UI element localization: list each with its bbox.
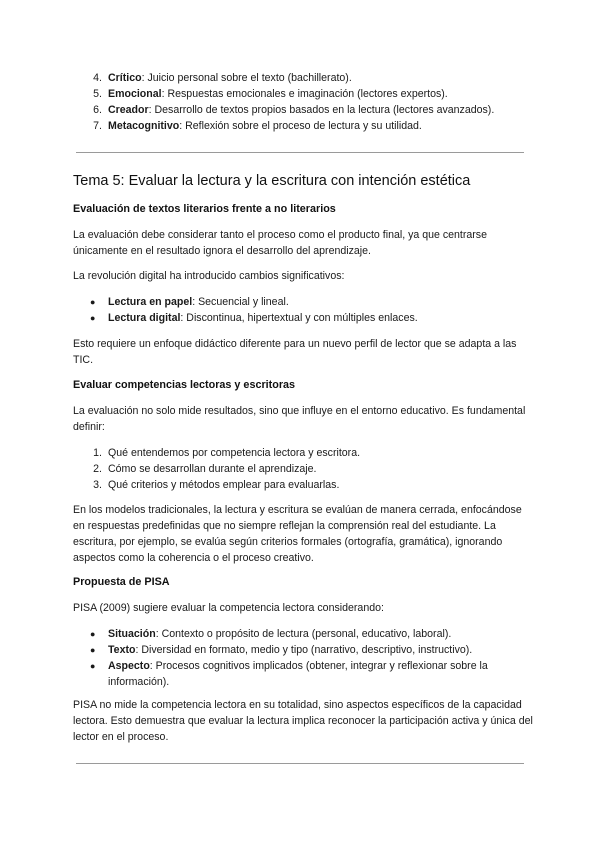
list-item-text: Qué criterios y métodos emplear para evaluarlas. (108, 479, 340, 491)
paragraph: La evaluación no solo mide resultados, sino que influye en el entorno educativo. Es fundamental definir: (73, 405, 526, 433)
paragraph: PISA (2009) sugiere evaluar la competencia lectora considerando: (73, 602, 384, 614)
list-item: 5. Emocional: Respuestas emocionales e imaginación (lectores expertos). (93, 88, 448, 100)
list-item: 1. Qué entendemos por competencia lectora y escritora. (93, 447, 361, 459)
paragraph: La revolución digital ha introducido cambios significativos: (73, 270, 345, 282)
list-item-text: : Procesos cognitivos implicados (obtener, integrar y reflexionar sobre la información). (108, 660, 488, 688)
bullet-icon: ● (90, 645, 96, 655)
subheading-propuesta-pisa: Propuesta de PISA (73, 576, 170, 588)
bullet-icon: ● (90, 297, 96, 307)
list-item-text: : Discontinua, hipertextual y con múltiples enlaces. (180, 312, 418, 324)
paragraph: PISA no mide la competencia lectora en su totalidad, sino aspectos específicos de la capacidad lectora. Esto demuestra que evaluar la lectura implica reconocer la participación activa y única del lector en el proceso. (73, 699, 533, 743)
list-item: 7. Metacognitivo: Reflexión sobre el proceso de lectura y su utilidad. (93, 120, 422, 132)
horizontal-divider (76, 763, 524, 764)
list-item-text: Qué entendemos por competencia lectora y escritora. (108, 447, 361, 459)
list-definitions (88, 445, 528, 493)
bullet-icon: ● (90, 661, 96, 671)
list-item-text: Cómo se desarrollan durante el aprendizaje. (108, 463, 317, 475)
list-item (88, 642, 528, 658)
list-reading-levels (88, 70, 528, 134)
bullet-icon: ● (90, 313, 96, 323)
list-item-text: : Secuencial y lineal. (192, 296, 289, 308)
list-item-term: Situación (108, 628, 156, 640)
subheading-evaluar-competencias: Evaluar competencias lectoras y escritoras (73, 379, 296, 391)
paragraph: Esto requiere un enfoque didáctico diferente para un nuevo perfil de lector que se adapta a las TIC. (73, 338, 517, 366)
list-item (88, 658, 528, 690)
list-item: 4. Crítico: Juicio personal sobre el texto (bachillerato). (93, 72, 352, 84)
list-item-text: : Contexto o propósito de lectura (personal, educativo, laboral). (155, 628, 452, 640)
list-item-text: : Respuestas emocionales e imaginación (lectores expertos). (161, 88, 448, 100)
list-item-term: Creador (108, 104, 149, 116)
list-item-term: Emocional (108, 88, 162, 100)
paragraph: En los modelos tradicionales, la lectura y escritura se evalúan de manera cerrada, enfocándose en respuestas predefinidas que no siempre reflejan la comprensión real del estudiante. La escritura, por ejemplo, se evalúa según criterios formales (ortografía, gramática), ignorando aspectos como la coherencia o el proceso creativo. (73, 504, 522, 564)
list-item-term: Aspecto (108, 660, 150, 672)
list-item-text: : Juicio personal sobre el texto (bachillerato). (141, 72, 352, 84)
section-title: Tema 5: Evaluar la lectura y la escritura con intención estética (73, 173, 471, 189)
list-item-term: Lectura en papel (108, 296, 193, 308)
list-item-text: : Reflexión sobre el proceso de lectura y su utilidad. (179, 120, 422, 132)
list-item-term: Crítico (108, 72, 142, 84)
list-item: 6. Creador: Desarrollo de textos propios basados en la lectura (lectores avanzados). (93, 104, 495, 116)
list-item-term: Lectura digital (108, 312, 181, 324)
subheading-evaluacion-textos: Evaluación de textos literarios frente a no literarios (73, 203, 336, 215)
list-item-term: Texto (108, 644, 136, 656)
list-item: 2. Cómo se desarrollan durante el aprendizaje. (93, 463, 317, 475)
list-item (88, 626, 528, 642)
list-reading-types (88, 294, 528, 326)
horizontal-divider (76, 152, 524, 153)
paragraph: La evaluación debe considerar tanto el proceso como el producto final, ya que centrarse únicamente en el resultado ignora el desarrollo del aprendizaje. (73, 229, 487, 257)
list-item: 3. Qué criterios y métodos emplear para evaluarlas. (93, 479, 340, 491)
list-pisa-aspects (88, 626, 528, 690)
list-item-term: Metacognitivo (108, 120, 180, 132)
list-item (88, 294, 528, 310)
list-item (88, 310, 528, 326)
bullet-icon: ● (90, 629, 96, 639)
list-item-text: : Diversidad en formato, medio y tipo (narrativo, descriptivo, instructivo). (135, 644, 473, 656)
list-item-text: : Desarrollo de textos propios basados en la lectura (lectores avanzados). (148, 104, 495, 116)
